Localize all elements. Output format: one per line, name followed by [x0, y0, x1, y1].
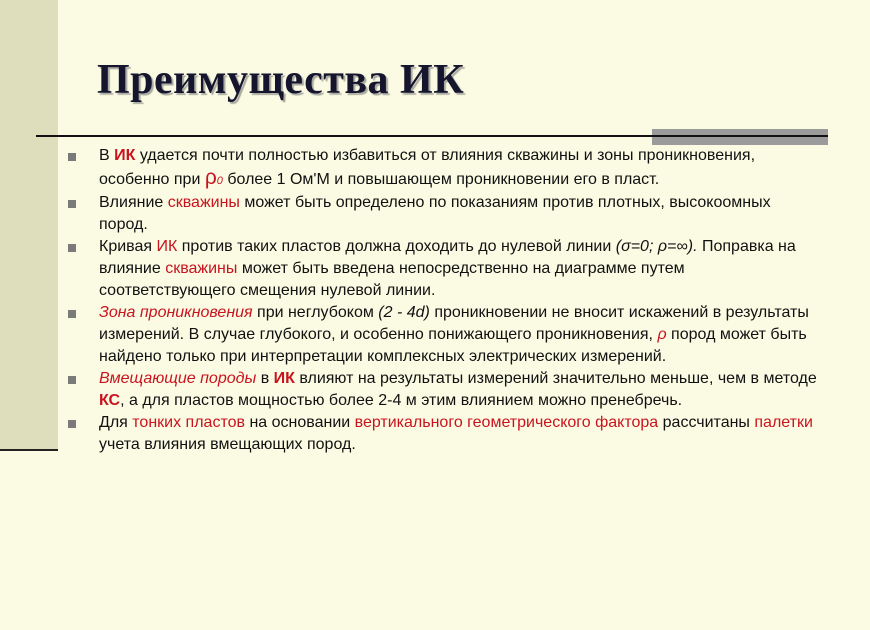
ik-term: ИК — [273, 370, 295, 387]
item-text: пород может быть найдено только при интерпретации комплексных электрических измерений. — [99, 326, 807, 365]
item-text: Влияние — [99, 194, 168, 211]
list-item — [62, 412, 822, 456]
rho-symbol: ρ — [657, 326, 667, 343]
ik-term: ИК — [156, 238, 178, 255]
square-bullet-icon — [68, 200, 76, 208]
square-bullet-icon — [68, 420, 76, 428]
item-text: против таких пластов должна доходить до нулевой линии — [177, 238, 616, 255]
slide-title: Преимущества ИК — [97, 57, 465, 103]
highlight-term: тонких пластов — [132, 414, 245, 431]
item-text: Поправка на влияние — [99, 238, 796, 277]
item-text: учета влияния вмещающих пород. — [99, 436, 356, 453]
highlight-term: скважины — [167, 194, 240, 211]
formula: (2 - 4d) — [378, 304, 430, 321]
square-bullet-icon — [68, 376, 76, 384]
list-item — [62, 145, 822, 192]
side-decor-line — [0, 449, 58, 451]
formula: (σ=0; ρ=∞). — [615, 238, 698, 255]
item-text: в — [256, 370, 274, 387]
list-item — [62, 302, 822, 368]
item-text: может быть введена непосредственно на диаграмме путем соответствующего смещения нулевой линии. — [99, 260, 685, 299]
divider-accent — [652, 129, 828, 145]
item-text: рассчитаны — [658, 414, 755, 431]
item-text: проникновении не вносит искажений в результаты измерений. В случае глубокого, и особенно понижающего проникновения, — [99, 304, 809, 343]
list-item — [62, 368, 822, 412]
item-text: удается почти полностью избавиться от влияния скважины и зоны проникновения, особенно при — [99, 147, 756, 188]
item-text: В — [99, 147, 115, 164]
square-bullet-icon — [68, 153, 76, 161]
highlight-term: скважины — [165, 260, 238, 277]
item-text: при неглубоком — [252, 304, 379, 321]
highlight-term: Вмещающие породы — [99, 370, 257, 387]
bullet-list — [62, 145, 822, 456]
ik-term: ИК — [114, 147, 136, 164]
rho-symbol: ρ — [204, 166, 217, 189]
item-text: более 1 Ом'М и повышающем проникновении его в пласт. — [222, 171, 660, 188]
square-bullet-icon — [68, 244, 76, 252]
side-decor-band — [0, 0, 58, 449]
list-item — [62, 192, 822, 236]
item-text: , а для пластов мощностью более 2-4 м этим влиянием можно пренебречь. — [120, 392, 683, 409]
highlight-term: вертикального геометрического фактора — [354, 414, 659, 431]
list-item — [62, 236, 822, 302]
item-text: может быть определено по показаниям против плотных, высокоомных пород. — [99, 194, 771, 233]
item-text: влияют на результаты измерений значительно меньше, чем в методе — [294, 370, 817, 387]
item-text: Кривая — [99, 238, 157, 255]
highlight-term: палетки — [754, 414, 813, 431]
ks-term: КС — [99, 392, 121, 409]
square-bullet-icon — [68, 310, 76, 318]
item-text: Для — [99, 414, 133, 431]
item-text: на основании — [245, 414, 355, 431]
rho-subscript: 0 — [216, 175, 223, 187]
highlight-term: Зона проникновения — [99, 304, 253, 321]
